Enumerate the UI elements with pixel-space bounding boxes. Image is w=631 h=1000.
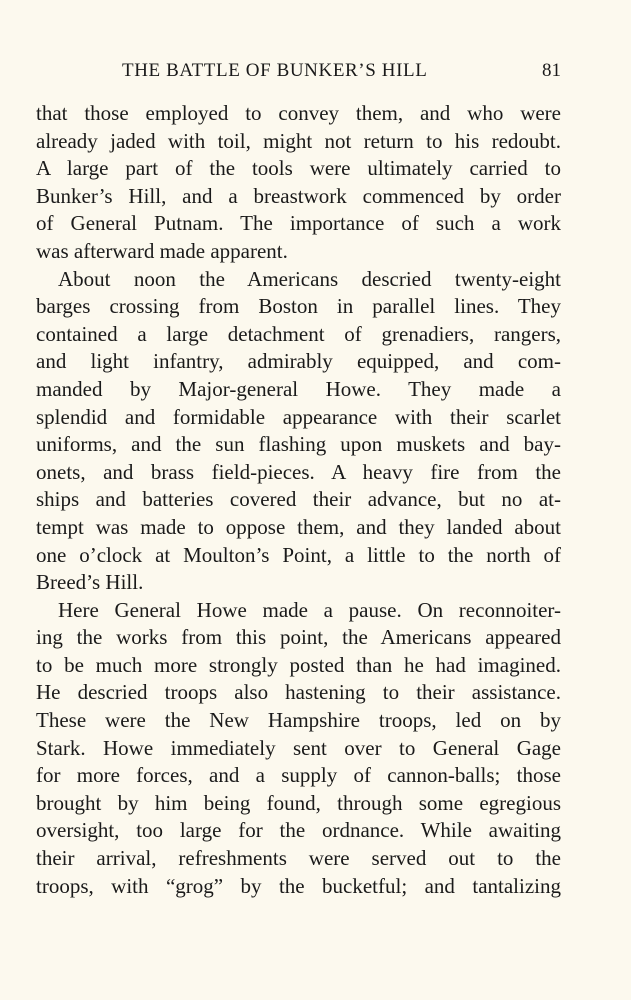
text-line: These were the New Hampshire troops, led on by [36,708,561,733]
text-line: of General Putnam. The importance of such a work [36,211,561,236]
text-line: A large part of the tools were ultimately carried to [36,156,561,181]
paragraph [36,597,561,901]
text-line: uniforms, and the sun flashing upon muskets and bay- [36,432,561,457]
text-line: Breed’s Hill. [36,570,144,595]
text-line: troops, with “grog” by the bucketful; and tantalizing [36,873,561,898]
paragraph [36,266,561,597]
text-line: ing the works from this point, the Americans appeared [36,625,561,650]
text-line: Stark. Howe immediately sent over to General Gage [36,735,561,760]
text-line: barges crossing from Boston in parallel lines. They [36,294,561,319]
text-line: their arrival, refreshments were served out to the [36,846,561,871]
text-line: one o’clock at Moulton’s Point, a little to the north of [36,542,561,567]
text-line: was afterward made apparent. [36,238,288,263]
page-number: 81 [542,60,561,81]
paragraph [36,100,561,266]
running-head [36,58,561,84]
text-line: brought by him being found, through some egregious [36,790,561,815]
text-line: Bunker’s Hill, and a breastwork commenced by order [36,183,561,208]
text-line: already jaded with toil, might not return to his redoubt. [36,128,561,153]
text-line: He descried troops also hastening to their assistance. [36,680,561,705]
text-line: onets, and brass field-pieces. A heavy fire from the [36,459,561,484]
text-line: manded by Major-general Howe. They made a [36,376,561,401]
text-line: for more forces, and a supply of cannon-balls; those [36,763,561,788]
text-line: ships and batteries covered their advance, but no at- [36,487,561,512]
text-line: About noon the Americans descried twenty-eight [58,266,561,291]
text-line: contained a large detachment of grenadiers, rangers, [36,321,561,346]
text-line: tempt was made to oppose them, and they landed about [36,514,561,539]
text-line: to be much more strongly posted than he had imagined. [36,652,561,677]
text-line: splendid and formidable appearance with their scarlet [36,404,561,429]
text-line: that those employed to convey them, and who were [36,101,561,125]
text-line: Here General Howe made a pause. On reconnoiter- [58,597,561,622]
body-text [36,100,561,900]
text-line: and light infantry, admirably equipped, and com- [36,349,561,374]
text-line: oversight, too large for the ordnance. While awaiting [36,818,561,843]
running-title: THE BATTLE OF BUNKER’S HILL [122,60,428,81]
